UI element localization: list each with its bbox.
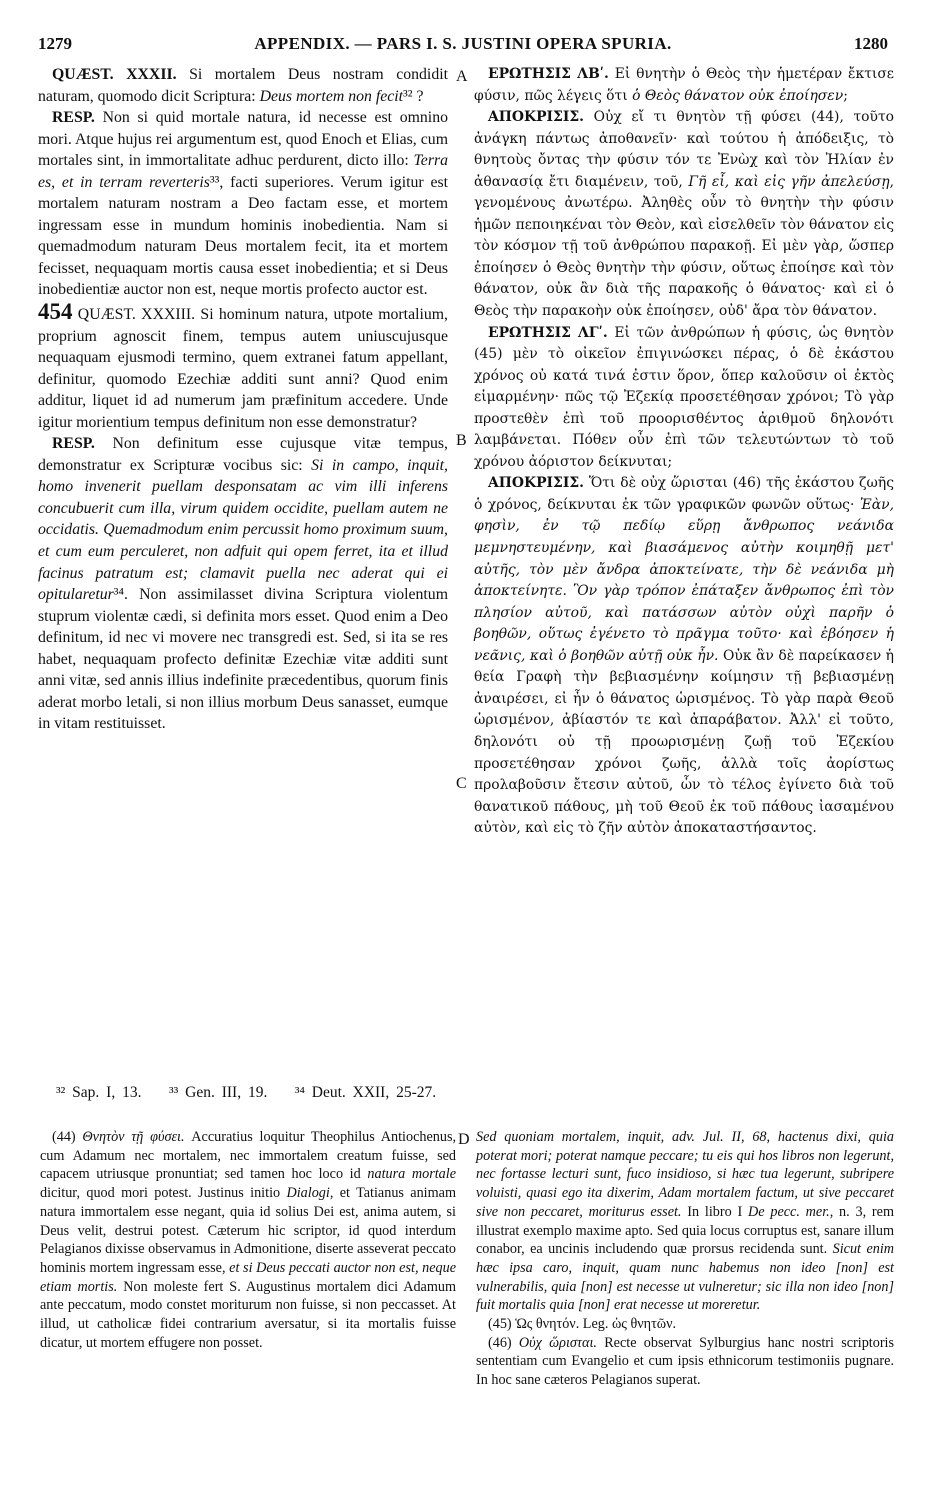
scripture-quote: Terra es, et in terram reverteris (38, 152, 449, 191)
notes-left-column (40, 1128, 456, 1352)
question-label: ΕΡΩΤΗΣΙΣ ΛΓʹ. (488, 324, 608, 341)
latin-answer-33: RESP. Non definitum esse cujusque vitæ tempus, demonstratur ex Scripturæ vocibus sic: Si in campo, inquit, homo invenerit puellam desponsatam ac vim illi inferens concubuerit cum illa, virum quidem occidite, puellam autem ne occidatis. Quemadmodum enim percussit homo proximum suum, et cum eum perculeret, non adfuit qui opem ferret, ita et illud facinus patratum est; clamavit puella nec aderat qui ei opitularetur³⁴. Non assimilasset divina Scriptura violentum stuprum violentæ cædi, si definita mors esset. Quod enim a Deo definitum, id nec vi movere nec transgredi est. Sed, si ita se res habet, nequaquam profecto definitæ Ezechiæ vitæ additi sunt anni vitæ, sed annis illius indefinite præcedentibus, quorum finis aderat morbo letali, si non illius morbum Deus sanasset, eumque in vitam restituisset. (38, 435, 449, 733)
scripture-quote: Si in campo, inquit, homo invenerit puellam desponsatam ac vim illi inferens concubuerit cum illa, virum quidem occidite, puellam autem ne occidatis. Quemadmodum enim percussit homo proximum suum, et cum eum perculeret, non adfuit qui opem ferret, ita et illud facinus patratum est; clamavit puella nec aderat qui ei opitularetur (38, 456, 448, 604)
answer-label: RESP. (52, 435, 95, 453)
scripture-quote: Deus mortem non fecit (259, 87, 404, 105)
column-number: 454 (38, 299, 73, 325)
note-label: (44) (52, 1129, 76, 1145)
note-44: (44) Θνητὸν τῇ φύσει. Accuratius loquitur Theophilus Antiochenus, cum Adamum nec mortalem, nec immortalem creatum fuisse, sed capacem utriusque pronuntiat; sed tamen hoc loco id natura mortale dicitur, quod mori potest. Justinus initio Dialogi, et Tatianus animam natura immortalem esse negant, quia id solius Dei est, anima autem, si Deus velit, destrui potest. Cæterum hic scriptor, id quod interdum Pelagianos dixisse observamus in Admonitione, diserte asseverat peccato hominis mortem ingressam esse, et si Deus peccati auctor non est, neque etiam mortis. Non moleste fert S. Augustinus mortalem dici Adamum ante peccatum, modo constet moriturum non fuisse, si non peccasset. At illud, ut catholicæ fidei contrarium aversatur, si ita mortalis fuisse dicatur, ut mortem effugere non posset. (40, 1129, 457, 1351)
note-46: (46) Οὐχ ὥρισται. Recte observat Sylburgius hanc nostri scriptoris sententiam cum Evangelio et cum ipsis ethnicorum testimoniis pugnare. In hoc sane cæteros Pelagianos superat. (476, 1334, 895, 1389)
latin-column (38, 64, 448, 735)
greek-answer-32: ΑΠΟΚΡΙΣΙΣ. Οὐχ εἴ τι θνητὸν τῇ φύσει (44), τοῦτο ἀνάγκη πάντως ἀποθανεῖν· καὶ τούτου ἡ ἀπόδειξις, τὸ θνητοὺς ὄντας τὴν φύσιν τόν τε Ἐνὼχ καὶ τὸν Ἠλίαν ἐν ἀθανασίᾳ ἔτι διαμένειν, τοῦ, Γῆ εἶ, καὶ εἰς γῆν ἀπελεύσῃ, γενομένους ἀνωτέρω. Ἀληθὲς οὖν τὸ θνητὴν τὴν φύσιν ἡμῶν πεποιηκέναι τὸν Θεὸν, καὶ εἰσελθεῖν τὸν θάνατον εἰς τὸν κόσμον τῇ τοῦ ἀνθρώπου παρακοῇ. Εἰ μὲν γὰρ, ὥσπερ ἐποίησεν ὁ Θεὸς θνητὴν τὴν φύσιν, οὕτως ἐποίησε καὶ τὸν θάνατον, οὐκ ἂν διὰ τῆς παρακοῆς ὁ θάνατος· καὶ εἰ ὁ Θεὸς τὴν παρακοὴν οὐκ ἐποίησεν, οὐδ' ἄρα τὸν θάνατον. (474, 109, 894, 320)
latin-question-32: QUÆST. XXXII. Si mortalem Deus nostram condidit naturam, quomodo dicit Scriptura: Deus mortem non fecit³² ? (38, 66, 448, 105)
scripture-ref: ³³ Gen. III, 19. (168, 1084, 268, 1101)
page-number-left: 1279 (38, 34, 72, 53)
scripture-references (56, 1084, 436, 1102)
note-label: (45) (488, 1316, 512, 1333)
greek-answer-33: ΑΠΟΚΡΙΣΙΣ. Ὅτι δὲ οὐχ ὥρισται (46) τῆς ἑκάστου ζωῆς ὁ χρόνος, δείκνυται ἐκ τῶν γραφικῶν φωνῶν οὕτως· Ἐὰν, φησὶν, ἐν τῷ πεδίῳ εὕρῃ ἄνθρωπος νεάνιδα μεμνηστευμένην, καὶ βιασάμενος αὐτὴν κοιμηθῇ μετ' αὐτῆς, τὸν μὲν ἄνδρα ἀποκτείνατε, τὴν δὲ νεάνιδα μὴ ἀποκτείνητε. Ὃν γὰρ τρόπον ἐπάταξεν ἄνθρωπος ἐπὶ τὸν πλησίον αὐτοῦ, καὶ πατάσσων αὐτὸν οὐχὶ παρῆν ὁ βοηθῶν, οὕτως ἐγένετο τὸ πρᾶγμα τοῦτο· καὶ ἐβόησεν ἡ νεᾶνις, καὶ ὁ βοηθῶν αὐτῇ οὐκ ἦν. Οὐκ ἂν δὲ παρείκασεν ἡ θεία Γραφὴ τὴν βεβιασμένην κοίμησιν τῇ βεβιασμένῃ ἀναιρέσει, εἰ ἦν ὁ θάνατος ὡρισμένος. Τὸ γὰρ παρὰ Θεοῦ ὡρισμένον, ἀβίαστόν τε καὶ ἀπαράβατον. Ἀλλ' εἰ τοῦτο, δηλονότι οὐ τῇ προωρισμένῃ ζωῇ τοῦ Ἐζεκίου προσετέθησαν χρόνοι ζωῆς, ἀλλὰ τοῖς ἀορίστως προλαβοῦσιν ἔτεσιν αὐτοῦ, ὧν τὸ τέλος ἐγίνετο διὰ τοῦ θανατικοῦ πάθους, μὴ τοῦ Θεοῦ ἐκ τοῦ πάθους ἰασαμένου αὐτὸν, καὶ εἰς τὸ ζῆν αὐτὸν ἀποκαταστήσαντος. (474, 475, 895, 837)
notes-divider (38, 1118, 888, 1119)
margin-letter-b: B (456, 432, 467, 449)
question-label: QUÆST. XXXII. (52, 66, 177, 83)
answer-label: RESP. (52, 109, 95, 127)
scripture-ref: ³² Sap. I, 13. (56, 1084, 142, 1101)
greek-question-32: ΕΡΩΤΗΣΙΣ ΛΒʹ. Εἰ θνητὴν ὁ Θεὸς τὴν ἡμετέραν ἔκτισε φύσιν, πῶς λέγεις ὅτι ὁ Θεὸς θάνατον οὐκ ἐποίησεν; (474, 66, 894, 104)
latin-question-33: 454 QUÆST. XXXIII. Si hominum natura, utpote mortalium, proprium agnoscit finem, tempus autem uniuscujusque nequaquam ejusmodi termino, quem extranei fatum appellant, definitur, quomodo Ezechiæ additi sunt anni? Quod enim additur, liquet id ad numerum jam præfinitum accedere. Unde igitur morientium tempus definitum non esse demonstratur? (38, 299, 448, 431)
scripture-quote: Γῆ εἶ, καὶ εἰς γῆν ἀπελεύσῃ (688, 173, 890, 190)
answer-label: ΑΠΟΚΡΙΣΙΣ. (488, 475, 584, 492)
question-label: ΕΡΩΤΗΣΙΣ ΛΒʹ. (488, 66, 609, 82)
margin-letter-d: D (458, 1131, 470, 1148)
scripture-quote: ὁ Θεὸς θάνατον οὐκ ἐποίησεν (632, 87, 844, 104)
margin-letter-c: C (456, 775, 467, 792)
greek-column (474, 64, 894, 840)
scripture-ref: ³⁴ Deut. XXII, 25-27. (294, 1084, 437, 1101)
question-label: QUÆST. XXXIII. (77, 306, 196, 324)
notes-right-column (476, 1128, 894, 1390)
greek-question-33: ΕΡΩΤΗΣΙΣ ΛΓʹ. Εἰ τῶν ἀνθρώπων ἡ φύσις, ὡς θνητὸν (45) μὲν τὸ οἰκεῖον ἐπιγινώσκει πέρας, ὁ δὲ ἑκάστου χρόνος οὐ κατά τινά ἐστιν ὅρον, ὅπερ καλοῦσιν οἱ ἐκτὸς εἱμαρμένην· πῶς τῷ Ἐζεκίᾳ προσετέθησαν χρόνοι; Τὸ γὰρ προστεθὲν ἐπὶ τοῦ προορισθέντος ἀριθμοῦ δηλονότι λαμβάνεται. Πόθεν οὖν ἐπὶ τῶν τελευτώντων τὸ τοῦ χρόνου ἀόριστον δείκνυται; (474, 324, 894, 470)
latin-answer-32: RESP. Non si quid mortale natura, id necesse est omnino mori. Atque hujus rei argumentum est, quod Enoch et Elias, cum mortales sint, in immortalitate adhuc perdurent, dicto illo: Terra es, et in terram reverteris³³, facti superiores. Verum igitur est mortalem naturam nostram a Deo factam esse, et mortem ingressam esse in mundum hominis inobedientia. Nam si quemadmodum naturam Deus mortalem fecit, ita et mortem fecisset, nequaquam mortis causa esset inobedientia; et si Deus inobedientiæ auctor non est, neque mortis profecto auctor est. (38, 109, 449, 299)
running-title: APPENDIX. — PARS I. S. JUSTINI OPERA SPURIA. (254, 34, 672, 53)
margin-letter-a: A (456, 68, 468, 85)
page-number-right: 1280 (854, 34, 888, 53)
note-45: (45) Ὡς θνητόν. Leg. ὡς θνητῶν. (488, 1316, 677, 1333)
scripture-quote: Ἐὰν, φησὶν, ἐν τῷ πεδίῳ εὕρῃ ἄνθρωπος νεάνιδα μεμνηστευμένην, καὶ βιασάμενος αὐτὴν κοιμηθῇ μετ' αὐτῆς, τὸν μὲν ἄνδρα ἀποκτείνατε, τὴν δὲ νεάνιδα μὴ ἀποκτείνητε. Ὃν γὰρ τρόπον ἐπάταξεν ἄνθρωπος ἐπὶ τὸν πλησίον αὐτοῦ, καὶ πατάσσων αὐτὸν οὐχὶ παρῆν ὁ βοηθῶν, οὕτως ἐγένετο τὸ πρᾶγμα τοῦτο· καὶ ἐβόησεν ἡ νεᾶνις, καὶ ὁ βοηθῶν αὐτῇ οὐκ ἦν. (474, 496, 895, 664)
note-44-continued: Sed quoniam mortalem, inquit, adv. Jul. II, 68, hactenus dixi, quia poterat mori; poterat namque peccare; tu eis qui hos libros non legerunt, nec fortasse lecturi sunt, fuco insidioso, si hæc tua legerunt, subripere voluisti, quasi ego ita dixerim, Adam mortalem factum, ut sive peccaret sive non peccaret, moriturus esset. In libro I De pecc. mer., n. 3, rem illustrat exemplo maxime apto. Sed quia locus corruptus est, sanare illum conabor, ea uncinis includendo quæ prorsus recidenda sunt. Sicut enim hæc ipsa caro, inquit, quam nunc habemus non ideo [non] est vulnerabilis, quia [non] est necesse ut vulneretur; sic illa non ideo [non] fuit mortalis quia [non] erat necesse ut moreretur. (476, 1129, 895, 1314)
answer-label: ΑΠΟΚΡΙΣΙΣ. (488, 109, 584, 126)
note-label: (46) (488, 1334, 512, 1351)
running-header (38, 34, 888, 58)
